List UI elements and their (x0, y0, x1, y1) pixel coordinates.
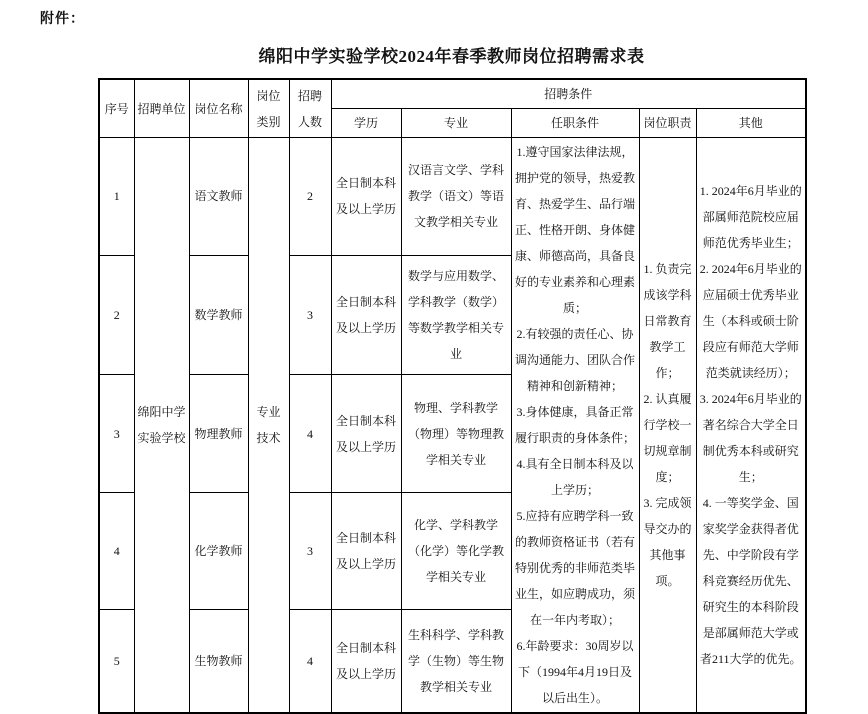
qualification-item: 4.具有全日制本科及以上学历； (516, 457, 634, 497)
major-cell: 化学、学科教学（化学）等化学教学相关专业 (401, 492, 511, 610)
education-cell: 全日制本科及以上学历 (331, 255, 401, 375)
qualification-item: 5.应持有应聘学科一致的教师资格证书（若有特别优秀的非师范类毕业生，如应聘成功，须在一年内考取）； (514, 509, 635, 627)
other-item: 4. 一等奖学金、国家奖学金获得者优先、中学阶段有学科竞赛经历优先、研究生的本科阶段是部属师范大学或者211大学的优先。 (699, 496, 802, 666)
col-header-other: 其他 (696, 109, 806, 138)
education-cell: 全日制本科及以上学历 (331, 492, 401, 610)
col-header-index: 序号 (99, 79, 134, 138)
headcount-cell: 3 (289, 255, 331, 375)
col-header-position: 岗位名称 (189, 79, 248, 138)
education-cell: 全日制本科及以上学历 (331, 138, 401, 256)
position-cell: 化学教师 (189, 492, 248, 610)
position-cell: 数学教师 (189, 255, 248, 375)
row-index-cell: 2 (99, 255, 134, 375)
position-cell: 生物教师 (189, 610, 248, 713)
qualification-item: 3.身体健康，具备正常履行职责的身体条件； (514, 405, 635, 445)
col-header-qualifications: 任职条件 (511, 109, 639, 138)
position-cell: 语文教师 (189, 138, 248, 256)
col-header-category: 岗位类别 (248, 79, 289, 138)
table-row (99, 138, 806, 256)
duty-item: 1. 负责完成该学科日常教育教学工作； (643, 262, 692, 380)
major-cell: 汉语言文学、学科教学（语文）等语文教学相关专业 (401, 138, 511, 256)
headcount-cell: 2 (289, 138, 331, 256)
duty-item: 2. 认真履行学校一切规章制度； (643, 392, 692, 484)
attachment-label: 附件： (40, 12, 85, 27)
duty-item: 3. 完成领导交办的其他事项。 (643, 496, 692, 588)
major-cell: 生科科学、学科教学（生物）等生物教学相关专业 (401, 610, 511, 713)
header-row-1 (99, 79, 806, 109)
headcount-cell: 3 (289, 492, 331, 610)
qualification-item: 1.遵守国家法律法规，拥护党的领导，热爱教育、热爱学生、品行端正、性格开朗、身体健康、师德高尚，具备良好的专业素养和心理素质； (514, 145, 635, 315)
row-index-cell: 1 (99, 138, 134, 256)
major-cell: 物理、学科教学（物理）等物理教学相关专业 (401, 375, 511, 493)
page-title: 绵阳中学实验学校2024年春季教师岗位招聘需求表 (258, 47, 645, 66)
col-header-unit: 招聘单位 (134, 79, 189, 138)
education-cell: 全日制本科及以上学历 (331, 375, 401, 493)
qualification-item: 6.年龄要求：30周岁以下（1994年4月19日及以后出生）。 (516, 639, 634, 705)
qualification-item: 2.有较强的责任心、协调沟通能力、团队合作精神和创新精神； (514, 327, 635, 393)
major-cell: 数学与应用数学、学科教学（数学）等数学教学相关专业 (401, 255, 511, 375)
col-header-major: 专业 (401, 109, 511, 138)
row-index-cell: 3 (99, 375, 134, 493)
row-index-cell: 5 (99, 610, 134, 713)
col-header-conditions-group: 招聘条件 (331, 79, 806, 109)
position-cell: 物理教师 (189, 375, 248, 493)
col-header-headcount: 招聘人数 (289, 79, 331, 138)
position-category-cell: 专业技术 (248, 138, 289, 714)
recruitment-table (98, 78, 807, 714)
other-item: 3. 2024年6月毕业的著名综合大学全日制优秀本科或研究生； (699, 392, 802, 484)
duties-cell (639, 138, 696, 714)
other-item: 2. 2024年6月毕业的应届硕士优秀毕业生（本科或硕士阶段应有师范大学师范类就读经历）； (699, 262, 802, 380)
headcount-cell: 4 (289, 375, 331, 493)
col-header-duties: 岗位职责 (639, 109, 696, 138)
row-index-cell: 4 (99, 492, 134, 610)
col-header-education: 学历 (331, 109, 401, 138)
qualifications-cell (511, 138, 639, 714)
other-requirements-cell (696, 138, 806, 714)
recruiting-unit-cell: 绵阳中学实验学校 (134, 138, 189, 714)
other-item: 1. 2024年6月毕业的部属师范院校应届师范优秀毕业生； (699, 184, 802, 250)
headcount-cell: 4 (289, 610, 331, 713)
education-cell: 全日制本科及以上学历 (331, 610, 401, 713)
